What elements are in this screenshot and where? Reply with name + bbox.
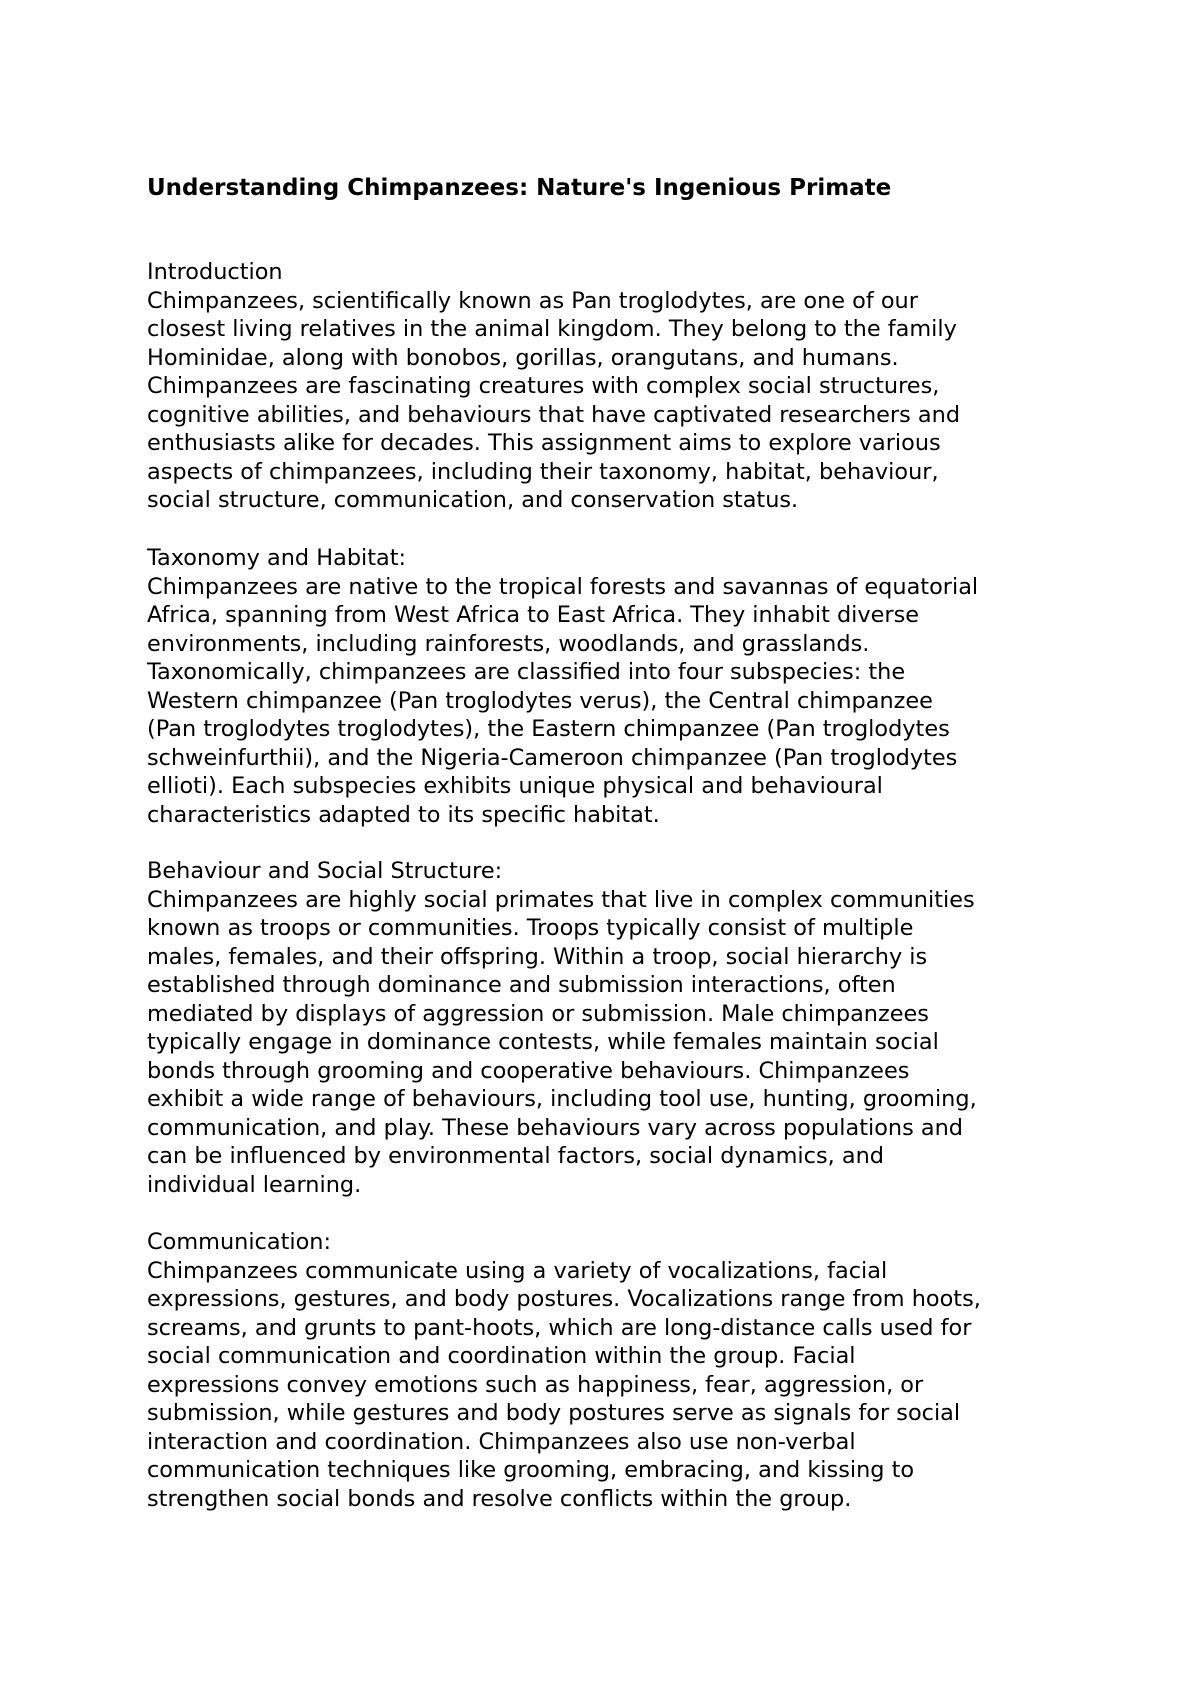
paragraph-line: cognitive abilities, and behaviours that have captivated researchers and [147, 401, 961, 428]
section-heading: Behaviour and Social Structure: [147, 858, 503, 884]
paragraph-line: communication techniques like grooming, embracing, and kissing to [147, 1457, 915, 1483]
paragraph-line: Taxonomically, chimpanzees are classified into four subspecies: the [147, 659, 906, 685]
paragraph-line: Chimpanzees communicate using a variety of vocalizations, facial [147, 1257, 888, 1284]
paragraph-line: can be influenced by environmental factors, social dynamics, and [147, 1143, 884, 1169]
paragraph-line: social structure, communication, and conservation status. [147, 487, 799, 513]
paragraph-line: screams, and grunts to pant-hoots, which are long-distance calls used for [147, 1314, 972, 1341]
paragraph-line: Hominidae, along with bonobos, gorillas, orangutans, and humans. [147, 344, 899, 371]
paragraph-line: (Pan troglodytes troglodytes), the Eastern chimpanzee (Pan troglodytes [147, 716, 950, 742]
paragraph-line: closest living relatives in the animal kingdom. They belong to the family [147, 316, 957, 342]
section-behaviour-social-structure [147, 857, 1107, 1199]
section-heading: Introduction [147, 259, 283, 285]
paragraph-line: schweinfurthii), and the Nigeria-Cameroon chimpanzee (Pan troglodytes [147, 744, 958, 771]
section-heading: Taxonomy and Habitat: [147, 545, 407, 571]
paragraph-line: exhibit a wide range of behaviours, including tool use, hunting, grooming, [147, 1086, 977, 1112]
paragraph-line: Chimpanzees, scientifically known as Pan troglodytes, are one of our [147, 287, 918, 314]
paragraph-line: typically engage in dominance contests, while females maintain social [147, 1029, 939, 1055]
paragraph-line: expressions convey emotions such as happiness, fear, aggression, or [147, 1371, 924, 1398]
paragraph-line: Chimpanzees are highly social primates that live in complex communities [147, 886, 975, 913]
paragraph-line: Africa, spanning from West Africa to East Africa. They inhabit diverse [147, 602, 920, 628]
paragraph-line: expressions, gestures, and body postures. Vocalizations range from hoots, [147, 1286, 981, 1312]
paragraph-line: characteristics adapted to its specific habitat. [147, 801, 660, 828]
paragraph-line: environments, including rainforests, woodlands, and grasslands. [147, 630, 870, 657]
paragraph-line: strengthen social bonds and resolve conflicts within the group. [147, 1485, 852, 1512]
section-communication [147, 1228, 1107, 1513]
paragraph-line: social communication and coordination within the group. Facial [147, 1343, 856, 1369]
section-introduction [147, 258, 1107, 515]
paragraph-line: Western chimpanzee (Pan troglodytes verus), the Central chimpanzee [147, 687, 933, 714]
paragraph-line: bonds through grooming and cooperative behaviours. Chimpanzees [147, 1057, 910, 1084]
paragraph-line: aspects of chimpanzees, including their taxonomy, habitat, behaviour, [147, 458, 939, 485]
section-taxonomy-habitat [147, 544, 1107, 829]
paragraph-line: Chimpanzees are native to the tropical forests and savannas of equatorial [147, 573, 979, 600]
paragraph-line: males, females, and their offspring. Within a troop, social hierarchy is [147, 943, 928, 970]
paragraph-line: ellioti). Each subspecies exhibits unique physical and behavioural [147, 773, 883, 799]
paragraph-line: established through dominance and submission interactions, often [147, 972, 896, 998]
section-heading: Communication: [147, 1229, 332, 1255]
document-title: Understanding Chimpanzees: Nature's Ingenious Primate [147, 175, 892, 201]
paragraph-line: Chimpanzees are fascinating creatures with complex social structures, [147, 373, 940, 399]
paragraph-line: individual learning. [147, 1171, 362, 1198]
paragraph-line: submission, while gestures and body postures serve as signals for social [147, 1400, 961, 1426]
paragraph-line: enthusiasts alike for decades. This assignment aims to explore various [147, 430, 941, 456]
paragraph-line: communication, and play. These behaviours vary across populations and [147, 1114, 964, 1141]
paragraph-line: mediated by displays of aggression or submission. Male chimpanzees [147, 1000, 929, 1027]
paragraph-line: known as troops or communities. Troops typically consist of multiple [147, 915, 914, 941]
paragraph-line: interaction and coordination. Chimpanzees also use non-verbal [147, 1428, 856, 1455]
